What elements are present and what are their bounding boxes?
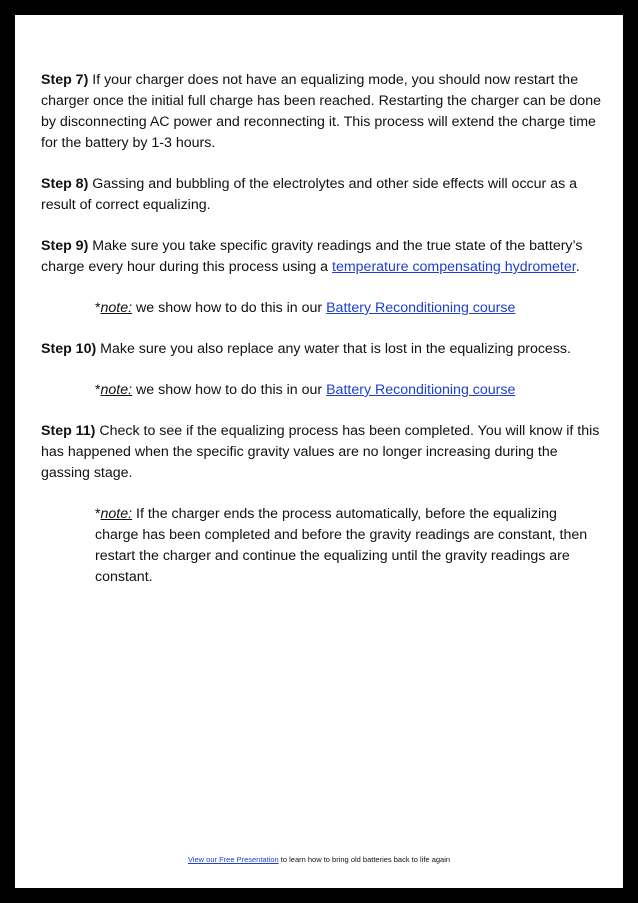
note-prefix: *: [95, 506, 101, 522]
free-presentation-link[interactable]: View our Free Presentation: [187, 855, 279, 864]
note-text: we show how to do this in our: [132, 382, 327, 398]
step-9-text-end: .: [575, 259, 580, 275]
course-note-2: [41, 380, 601, 401]
step-8-text: Gassing and bubbling of the electrolytes and other side effects will occur as a result of correct equalizing.: [41, 176, 578, 213]
step-10-text: Make sure you also replace any water that is lost in the equalizing process.: [96, 341, 571, 357]
step-7-text: If your charger does not have an equalizing mode, you should now restart the charger once the initial full charge has been reached. Restarting the charger can be done by disconnecting AC power and reconnecting it. This process will extend the charge time for the battery by 1-3 hours.: [41, 72, 601, 151]
step-10-label: Step 10): [41, 341, 97, 357]
step-8-paragraph: [41, 174, 601, 216]
course-note-1: [41, 298, 601, 319]
note-prefix: *: [95, 382, 101, 398]
step-11-label: Step 11): [41, 423, 96, 439]
step-7-paragraph: [41, 70, 601, 154]
step-9-paragraph: [41, 236, 601, 278]
final-note: [41, 504, 601, 588]
note-label: note:: [100, 382, 133, 398]
step-10-paragraph: [41, 339, 601, 360]
footer-text: to learn how to bring old batteries back to life again: [278, 855, 451, 864]
battery-reconditioning-course-link[interactable]: Battery Reconditioning course: [326, 300, 516, 316]
note-text: we show how to do this in our: [132, 300, 327, 316]
step-8-label: Step 8): [41, 176, 89, 192]
page-footer: [0, 855, 638, 865]
step-11-paragraph: [41, 421, 601, 484]
battery-reconditioning-course-link[interactable]: Battery Reconditioning course: [326, 382, 516, 398]
step-7-label: Step 7): [41, 72, 89, 88]
note-label: note:: [100, 300, 133, 316]
note-text: If the charger ends the process automatically, before the equalizing charge has been completed and before the gravity readings are constant, then restart the charger and continue the equalizing until the gravity readings are constant.: [95, 506, 588, 585]
note-label: note:: [100, 506, 133, 522]
note-prefix: *: [95, 300, 101, 316]
step-11-text: Check to see if the equalizing process has been completed. You will know if this has happened when the specific gravity values are no longer increasing during the gassing stage.: [41, 423, 600, 481]
hydrometer-link[interactable]: temperature compensating hydrometer: [332, 259, 576, 275]
document-body: [41, 70, 601, 608]
step-9-text: Make sure you take specific gravity readings and the true state of the battery’s charge every hour during this process using a: [41, 238, 583, 275]
step-9-label: Step 9): [41, 238, 89, 254]
